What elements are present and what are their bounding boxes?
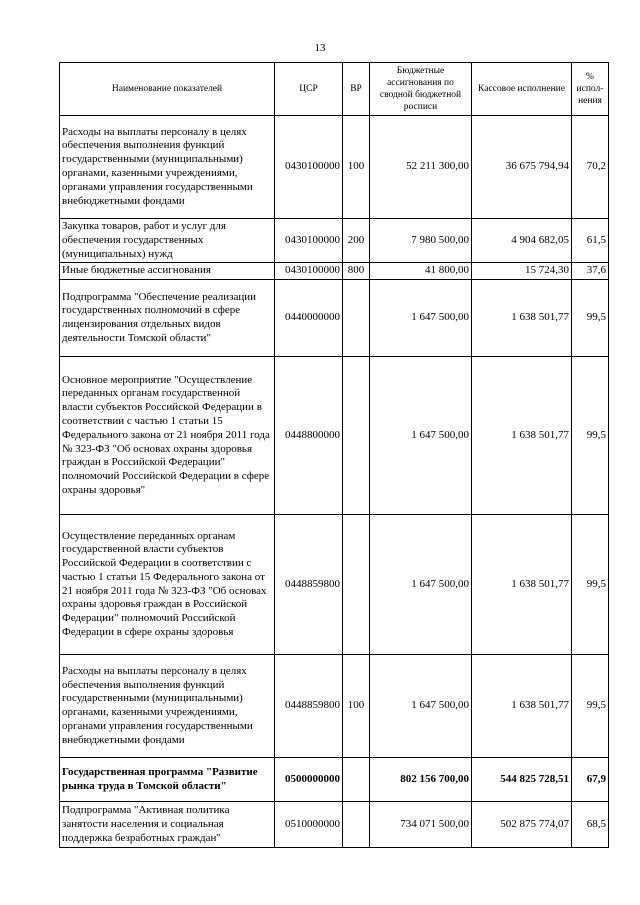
table-row [60,515,609,655]
row-budget: 1 647 500,00 [370,655,472,758]
row-csr: 0440000000 [275,280,343,357]
row-cash: 502 875 774,07 [472,802,572,848]
table-row [60,802,609,848]
table-header-row [60,63,609,116]
row-name: Расходы на выплаты персоналу в целях обеспечения выполнения функций государственными (муниципальными) органами, казенными учреждениями, органами управления государственными внебюджетными фондами [60,655,275,758]
row-vr: 200 [343,219,370,263]
row-pct: 99,5 [572,655,609,758]
row-name: Осуществление переданных органам государственной власти субъектов Российской Федерации в соответствии с частью 1 статьи 15 Федерального закона от 21 ноября 2011 года № 323-ФЗ "Об основах охраны здоровья граждан в Российской Федерации" полномочий Российской Федерации в сфере охраны здоровья [60,515,275,655]
row-vr [343,515,370,655]
row-vr: 100 [343,116,370,219]
row-budget: 1 647 500,00 [370,280,472,357]
table-row [60,655,609,758]
row-csr: 0430100000 [275,263,343,280]
row-pct: 61,5 [572,219,609,263]
header-pct: % испол-нения [572,63,609,116]
row-csr: 0500000000 [275,758,343,802]
table-row [60,357,609,515]
row-cash: 1 638 501,77 [472,655,572,758]
table-row [60,758,609,802]
row-name: Расходы на выплаты персоналу в целях обеспечения выполнения функций государственными (муниципальными) органами, казенными учреждениями, органами управления государственными внебюджетными фондами [60,116,275,219]
row-cash: 36 675 794,94 [472,116,572,219]
row-cash: 544 825 728,51 [472,758,572,802]
row-budget: 41 800,00 [370,263,472,280]
row-name: Подпрограмма "Обеспечение реализации государственных полномочий в сфере лицензирования отдельных видов деятельности Томской области" [60,280,275,357]
row-pct: 70,2 [572,116,609,219]
row-vr: 100 [343,655,370,758]
row-pct: 37,6 [572,263,609,280]
row-vr [343,802,370,848]
row-csr: 0430100000 [275,116,343,219]
row-vr [343,357,370,515]
row-cash: 1 638 501,77 [472,515,572,655]
row-cash: 1 638 501,77 [472,357,572,515]
row-budget: 52 211 300,00 [370,116,472,219]
row-budget: 1 647 500,00 [370,357,472,515]
row-pct: 67,9 [572,758,609,802]
row-budget: 1 647 500,00 [370,515,472,655]
row-name: Основное мероприятие "Осуществление переданных органам государственной власти субъектов Российской Федерации в соответствии с частью 1 статьи 15 Федерального закона от 21 ноября 2011 года № 323-ФЗ "Об основах охраны здоровья граждан в Российской Федерации" полномочий Российской Федерации в сфере охраны здоровья" [60,357,275,515]
row-vr [343,758,370,802]
table-row [60,263,609,280]
row-csr: 0448859800 [275,515,343,655]
row-name: Иные бюджетные ассигнования [60,263,275,280]
row-budget: 802 156 700,00 [370,758,472,802]
row-cash: 4 904 682,05 [472,219,572,263]
header-csr: ЦСР [275,63,343,116]
table-row [60,219,609,263]
row-pct: 68,5 [572,802,609,848]
row-pct: 99,5 [572,280,609,357]
row-vr: 800 [343,263,370,280]
row-csr: 0448800000 [275,357,343,515]
row-cash: 1 638 501,77 [472,280,572,357]
row-csr: 0448859800 [275,655,343,758]
table-row [60,280,609,357]
row-pct: 99,5 [572,357,609,515]
row-budget: 7 980 500,00 [370,219,472,263]
row-csr: 0430100000 [275,219,343,263]
budget-execution-table [59,62,609,848]
table-row [60,116,609,219]
header-vr: ВР [343,63,370,116]
row-budget: 734 071 500,00 [370,802,472,848]
row-vr [343,280,370,357]
row-pct: 99,5 [572,515,609,655]
header-name: Наименование показателей [60,63,275,116]
row-name: Подпрограмма "Активная политика занятости населения и социальная поддержка безработных граждан" [60,802,275,848]
page-number: 13 [314,42,326,54]
row-cash: 15 724,30 [472,263,572,280]
row-name: Закупка товаров, работ и услуг для обеспечения государственных (муниципальных) нужд [60,219,275,263]
header-cash: Кассовое исполнение [472,63,572,116]
header-budget: Бюджетные ассигнования по сводной бюджетной росписи [370,63,472,116]
row-csr: 0510000000 [275,802,343,848]
row-name: Государственная программа "Развитие рынка труда в Томской области" [60,758,275,802]
